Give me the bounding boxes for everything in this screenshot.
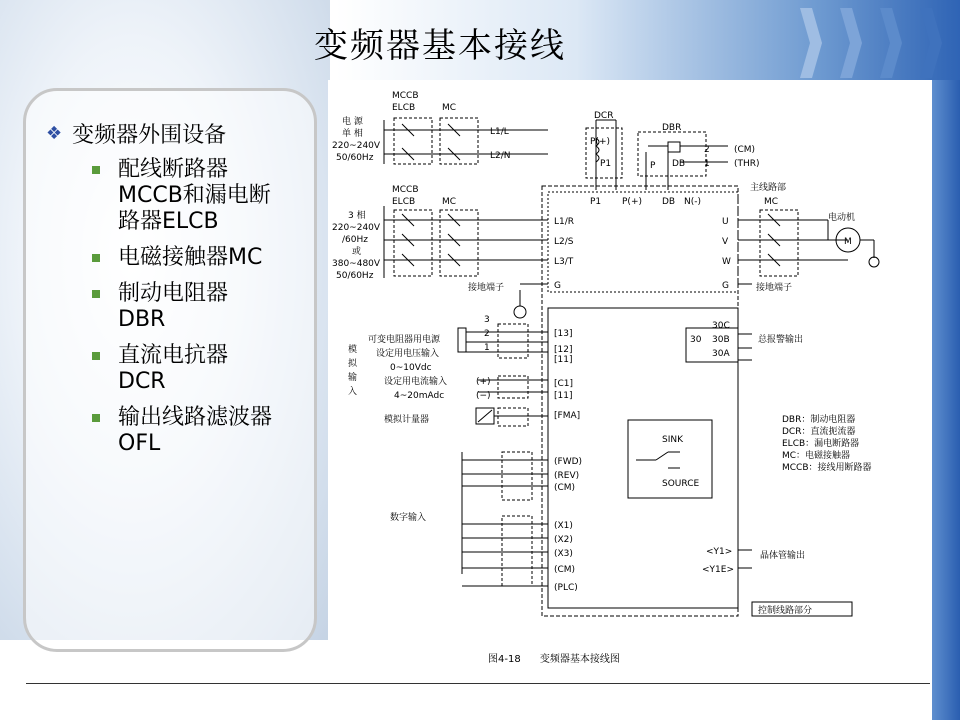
g-terminal-label: G: [722, 281, 729, 291]
alarm-out-label: 总报警输出: [758, 335, 804, 345]
control-terminal-label: [13]: [554, 329, 573, 339]
p-plus-label: P(+): [590, 137, 610, 147]
three-phase-label: 380~480V: [332, 259, 381, 269]
y1e-label: <Y1E>: [702, 565, 734, 575]
dbr-label: DBR: [662, 123, 682, 133]
digital-in-label: 数字输入: [390, 513, 427, 523]
single-phase-label: 电 源: [342, 117, 363, 127]
c-range-label: 4~20mAdc: [394, 391, 445, 401]
pot-label: 3: [484, 315, 490, 325]
square-bullet-icon: [92, 352, 100, 360]
figure-caption: [488, 650, 636, 665]
sub-bullet: [92, 245, 316, 271]
ground-terminal-label: 接地端子: [468, 283, 505, 293]
db-small-label: DB: [672, 159, 686, 169]
sub-bullet-text: 直流电抗器DCR: [118, 343, 229, 394]
digital-terminal-label: (FWD): [554, 457, 583, 467]
digital-terminal-label: (X1): [554, 521, 573, 531]
control-terminal-label: [FMA]: [554, 411, 581, 421]
sink-label: SINK: [662, 435, 684, 445]
minus-label: (−): [476, 391, 491, 401]
alarm-terminal-label: 30C: [712, 321, 730, 331]
digital-terminal-label: (PLC): [554, 583, 578, 593]
v-range-label: 0~10Vdc: [390, 363, 432, 373]
transistor-out-label: 晶体管输出: [760, 551, 806, 561]
sub-bullet-text: 输出线路滤波器OFL: [118, 405, 273, 456]
plus-label: (+): [476, 377, 491, 387]
chevron-decor-icon: [880, 8, 902, 78]
control-terminal-label: [11]: [554, 355, 573, 365]
main-circuit-label: 主线路部: [750, 183, 787, 193]
sub-bullet: [92, 343, 316, 395]
mc-label: MC: [442, 103, 457, 113]
n-minus-terminal-label: N(-): [684, 197, 702, 207]
three-phase-label: 220~240V: [332, 223, 381, 233]
main-bullet: [46, 118, 316, 149]
wiring-diagram-svg: [328, 80, 932, 640]
sub-bullet-text: 制动电阻器DBR: [118, 281, 229, 332]
terminal-label: L1/L: [490, 127, 509, 137]
sub-bullet: [92, 157, 316, 235]
thr-label: (THR): [734, 159, 760, 169]
terminal-label: L3/T: [554, 257, 574, 267]
terminal-label: L2/N: [490, 151, 511, 161]
analog-in-label: 输: [348, 373, 358, 383]
pot-label: 2: [484, 329, 490, 339]
p-plus-terminal-label: P(+): [622, 197, 642, 207]
sub-bullet-text: 电磁接触器MC: [118, 245, 263, 270]
cm-label: (CM): [734, 145, 756, 155]
main-bullet-text: 变频器外围设备: [72, 123, 227, 148]
p1-terminal-label: P1: [590, 197, 602, 207]
alarm-terminal-label: 30A: [712, 349, 730, 359]
square-bullet-icon: [92, 166, 100, 174]
analog-in-label: 拟: [348, 359, 358, 369]
diamond-bullet-icon: ❖: [46, 123, 63, 144]
terminal-label: L2/S: [554, 237, 574, 247]
digital-terminal-label: (X2): [554, 535, 573, 545]
wiring-diagram: [328, 80, 932, 680]
alarm-terminal-label: 30: [690, 335, 702, 345]
sub-bullet: [92, 281, 316, 333]
page-title: 变频器基本接线: [314, 26, 566, 66]
digital-terminal-label: (REV): [554, 471, 580, 481]
meter-label: 模拟计量器: [384, 415, 430, 425]
dcr-label: DCR: [594, 111, 614, 121]
motor-label: 电动机: [828, 213, 856, 223]
source-label: SOURCE: [662, 479, 700, 489]
pot-label: 1: [484, 343, 490, 353]
legend-item: ELCB：漏电断路器: [782, 439, 860, 449]
y1-label: <Y1>: [706, 547, 733, 557]
motor-symbol-label: M: [844, 237, 852, 247]
var-res-label: 可变电阻器用电源: [368, 335, 441, 345]
bullet-list: [46, 118, 316, 467]
square-bullet-icon: [92, 290, 100, 298]
dbr-terminal-label: 2: [704, 145, 710, 155]
dbr-terminal-label: 1: [704, 159, 710, 169]
legend-item: DBR：制动电阻器: [782, 415, 856, 425]
three-phase-label: 50/60Hz: [336, 271, 374, 281]
g-terminal-label: G: [554, 281, 561, 291]
three-phase-label: 3 相: [348, 211, 366, 221]
analog-in-label: 模: [348, 345, 358, 355]
analog-in-label: 入: [348, 387, 358, 397]
ground-terminal-label: 接地端子: [756, 283, 793, 293]
p1-label: P1: [600, 159, 612, 169]
legend-item: MCCB：接线用断路器: [782, 463, 872, 473]
square-bullet-icon: [92, 414, 100, 422]
square-bullet-icon: [92, 254, 100, 262]
curr-in-label: 设定用电流输入: [384, 377, 448, 387]
mc-label: MC: [442, 197, 457, 207]
right-edge-bar: [932, 80, 960, 720]
elcb-label: ELCB: [392, 197, 416, 207]
control-terminal-label: [11]: [554, 391, 573, 401]
three-phase-label: 或: [352, 247, 362, 257]
mc-label: MC: [764, 197, 779, 207]
terminal-label: L1/R: [554, 217, 575, 227]
caption-number: 图4-18: [488, 654, 521, 665]
mccb-label: MCCB: [392, 185, 419, 195]
caption-text: 变频器基本接线图: [539, 654, 620, 665]
single-phase-label: 50/60Hz: [336, 153, 374, 163]
digital-terminal-label: (CM): [554, 565, 576, 575]
sub-bullet-text: 配线断路器MCCB和漏电断路器ELCB: [118, 157, 271, 234]
db-terminal-label: DB: [662, 197, 676, 207]
mccb-label: MCCB: [392, 91, 419, 101]
alarm-terminal-label: 30B: [712, 335, 730, 345]
sub-bullet: [92, 405, 316, 457]
control-terminal-label: [C1]: [554, 379, 574, 389]
output-terminal-label: V: [722, 237, 729, 247]
volt-in-label: 设定用电压输入: [376, 349, 440, 359]
p-label: P: [650, 161, 656, 171]
digital-terminal-label: (CM): [554, 483, 576, 493]
single-phase-label: 220~240V: [332, 141, 381, 151]
legend-item: DCR：直流扼流器: [782, 427, 856, 437]
output-terminal-label: U: [722, 217, 729, 227]
digital-terminal-label: (X3): [554, 549, 573, 559]
three-phase-label: /60Hz: [342, 235, 368, 245]
single-phase-label: 单 相: [342, 129, 363, 139]
chevron-decor-icon: [920, 8, 942, 78]
control-terminal-label: [12]: [554, 345, 573, 355]
footer-divider: [26, 683, 930, 684]
legend-item: MC：电磁接触器: [782, 451, 851, 461]
output-terminal-label: W: [722, 257, 731, 267]
control-circuit-label: 控制线路部分: [758, 606, 813, 616]
elcb-label: ELCB: [392, 103, 416, 113]
